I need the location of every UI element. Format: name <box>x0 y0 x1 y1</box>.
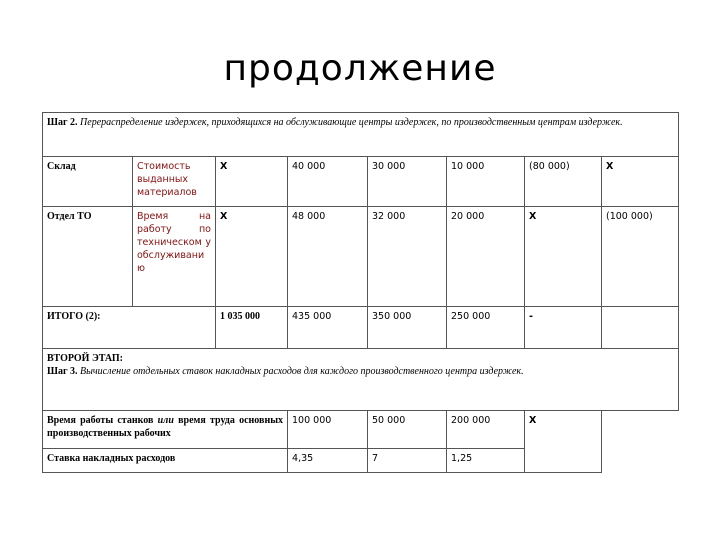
cell: X <box>216 207 288 307</box>
cell: (100 000) <box>602 207 679 307</box>
cell: 20 000 <box>447 207 525 307</box>
cell: X <box>602 157 679 207</box>
machine-label-or: или <box>157 415 174 426</box>
step3-label: Шаг 3. <box>47 366 78 377</box>
step2-row <box>43 113 679 157</box>
machine-label-a: Время работы станков <box>47 415 154 426</box>
step2-text: Перераспределение издержек, приходящихся на обслуживающие центры издержек, по производственным центрам издержек. <box>80 117 623 128</box>
machine-label-b: время труда основных производственных рабочих <box>47 415 284 439</box>
row-name: Склад <box>43 157 133 207</box>
table-row <box>43 207 679 307</box>
cell: 50 000 <box>368 411 447 449</box>
step3-text: Вычисление отдельных ставок накладных расходов для каждого производственного центра издержек. <box>80 366 524 377</box>
cell: X <box>216 157 288 207</box>
cell: 7 <box>368 449 447 473</box>
cell: 30 000 <box>368 157 447 207</box>
cell: 200 000 <box>447 411 525 449</box>
row-basis: Время на работу по техническом у обслуживани ю <box>133 207 216 307</box>
cell: 250 000 <box>447 307 525 349</box>
cell: 10 000 <box>447 157 525 207</box>
cost-table <box>42 112 679 473</box>
cell: - <box>525 307 602 349</box>
machine-row <box>43 411 679 449</box>
cell: (80 000) <box>525 157 602 207</box>
cell: X <box>525 411 602 473</box>
cell: 48 000 <box>288 207 368 307</box>
cell: 4,35 <box>288 449 368 473</box>
table-row <box>43 157 679 207</box>
cell: 32 000 <box>368 207 447 307</box>
row-name: Отдел ТО <box>43 207 133 307</box>
cell: 1 035 000 <box>216 307 288 349</box>
rate-label: Ставка накладных расходов <box>43 449 288 473</box>
cell: 1,25 <box>447 449 525 473</box>
cell: 40 000 <box>288 157 368 207</box>
cell: 350 000 <box>368 307 447 349</box>
cell: 435 000 <box>288 307 368 349</box>
stage2-row <box>43 349 679 411</box>
cell <box>602 307 679 349</box>
row-basis: Стоимость выданных материалов <box>133 157 216 207</box>
cell: 100 000 <box>288 411 368 449</box>
step2-cell <box>43 113 679 157</box>
cell: X <box>525 207 602 307</box>
stage2-heading: ВТОРОЙ ЭТАП: <box>47 353 123 364</box>
step2-label: Шаг 2. <box>47 117 78 128</box>
machine-label <box>43 411 288 449</box>
stage2-cell <box>43 349 679 411</box>
total-row <box>43 307 679 349</box>
slide-title: продолжение <box>223 48 497 89</box>
total-label: ИТОГО (2): <box>43 307 216 349</box>
